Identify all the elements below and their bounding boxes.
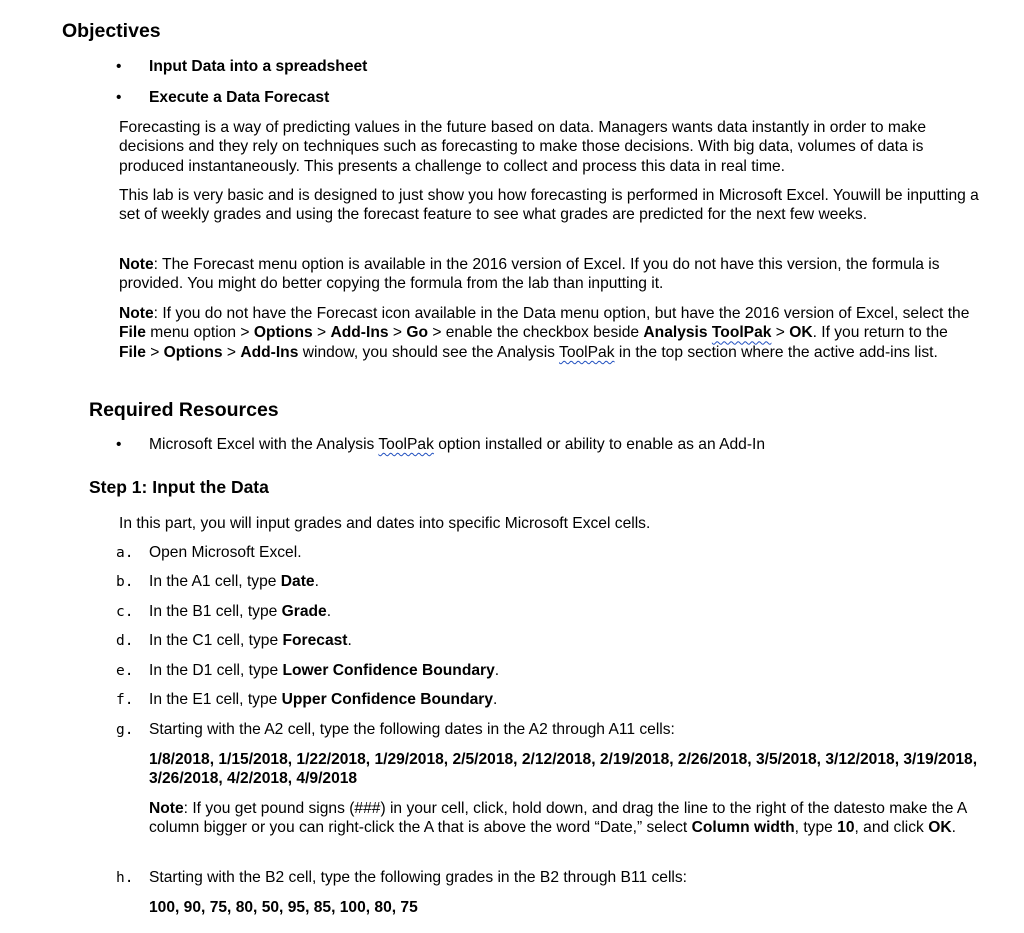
toolpak-ref: ToolPak: [378, 436, 434, 453]
step-item-g: Starting with the A2 cell, type the following dates in the A2 through A11 cells:: [149, 721, 675, 738]
bullet-icon: •: [116, 89, 122, 106]
list-marker: c.: [116, 604, 134, 620]
note-text: in the top section where the active add-ins list.: [614, 343, 938, 361]
toolpak-note: [119, 304, 979, 362]
objective-item-1: Input Data into a spreadsheet: [149, 58, 368, 75]
note-label: Note: [119, 305, 154, 322]
addins-ref: Add-Ins: [240, 343, 299, 361]
column-width-note: Note: If you get pound signs (###) in your cell, click, hold down, and drag the line to the right of the datesto make the A column bigger or you can right-click the A that is above the word “Date,” select Column width, type 10, and click OK.: [149, 800, 967, 837]
step-item-a: Open Microsoft Excel.: [149, 544, 302, 561]
list-marker: e.: [116, 663, 134, 679]
note-text: . If you return to the: [812, 324, 948, 342]
step-item-f: In the E1 cell, type Upper Confidence Boundary.: [149, 691, 498, 708]
list-marker: f.: [116, 692, 134, 708]
analysis-ref: Analysis: [643, 324, 708, 342]
resource-item: Microsoft Excel with the Analysis ToolPak option installed or ability to enable as an Add-In: [149, 436, 766, 453]
dates-list: 1/8/2018, 1/15/2018, 1/22/2018, 1/29/2018, 2/5/2018, 2/12/2018, 2/19/2018, 2/26/2018, 3/5/2018, 3/12/2018, 3/19/2018, 3/26/2018, 4/2/2018, 4/9/2018: [149, 751, 978, 788]
note-text: : The Forecast menu option is available in the 2016 version of Excel. If you do not have this version, the formula is provided. You might do better copying the formula from the lab than inputting it.: [119, 256, 940, 293]
objective-item-2: Execute a Data Forecast: [149, 89, 330, 106]
note-label: Note: [119, 256, 154, 273]
options-ref: Options: [253, 324, 313, 342]
required-resources-heading: Required Resources: [89, 399, 279, 421]
step-item-e: In the D1 cell, type Lower Confidence Boundary.: [149, 662, 500, 679]
note-text: >: [222, 343, 241, 361]
list-marker: a.: [116, 545, 134, 561]
step-item-b: In the A1 cell, type Date.: [149, 573, 319, 590]
list-marker: b.: [116, 574, 134, 590]
step1-heading: Step 1: Input the Data: [89, 477, 269, 497]
note-text: >: [312, 324, 331, 342]
options-ref: Options: [163, 343, 223, 361]
intro-paragraph-2: This lab is very basic and is designed to just show you how forecasting is performed in Microsoft Excel. Youwill be inputting a set of weekly grades and using the forecast feature to see what grades are predicted for the next few weeks.: [119, 187, 979, 224]
list-marker: g.: [116, 722, 134, 738]
list-marker: h.: [116, 870, 134, 886]
grades-list: 100, 90, 75, 80, 50, 95, 85, 100, 80, 75: [149, 899, 418, 916]
step-item-h: Starting with the B2 cell, type the following grades in the B2 through B11 cells:: [149, 869, 688, 886]
note-text: : If you do not have the Forecast icon available in the Data menu option, but have the 2016 version of Excel, select the: [153, 305, 970, 322]
intro-paragraph-1: Forecasting is a way of predicting values in the future based on data. Managers wants data instantly in order to make decisions and they rely on techniques such as forecasting to make those decisions. With big data, volumes of data is produced instantaneously. This presents a challenge to collect and process this data in real time.: [119, 119, 926, 175]
toolpak-ref: ToolPak: [559, 343, 615, 361]
forecast-note: [119, 255, 979, 294]
note-label: Note: [149, 800, 184, 817]
ok-ref: OK: [789, 324, 813, 342]
note-text: window, you should see the Analysis: [298, 343, 560, 361]
note-text: >: [388, 324, 407, 342]
note-text: >: [771, 324, 790, 342]
note-text: >: [145, 343, 164, 361]
step-item-d: In the C1 cell, type Forecast.: [149, 632, 352, 649]
file-menu-ref: File: [119, 343, 146, 361]
go-ref: Go: [406, 324, 428, 342]
step-item-c: In the B1 cell, type Grade.: [149, 603, 332, 620]
file-menu-ref: File: [119, 324, 146, 342]
objectives-heading: Objectives: [62, 20, 161, 42]
step1-intro: In this part, you will input grades and dates into specific Microsoft Excel cells.: [119, 515, 651, 532]
list-marker: d.: [116, 633, 134, 649]
note-text: > enable the checkbox beside: [427, 324, 644, 342]
addins-ref: Add-Ins: [330, 324, 389, 342]
toolpak-ref: ToolPak: [711, 324, 772, 342]
note-text: menu option >: [145, 324, 254, 342]
bullet-icon: •: [116, 436, 122, 453]
bullet-icon: •: [116, 58, 122, 75]
